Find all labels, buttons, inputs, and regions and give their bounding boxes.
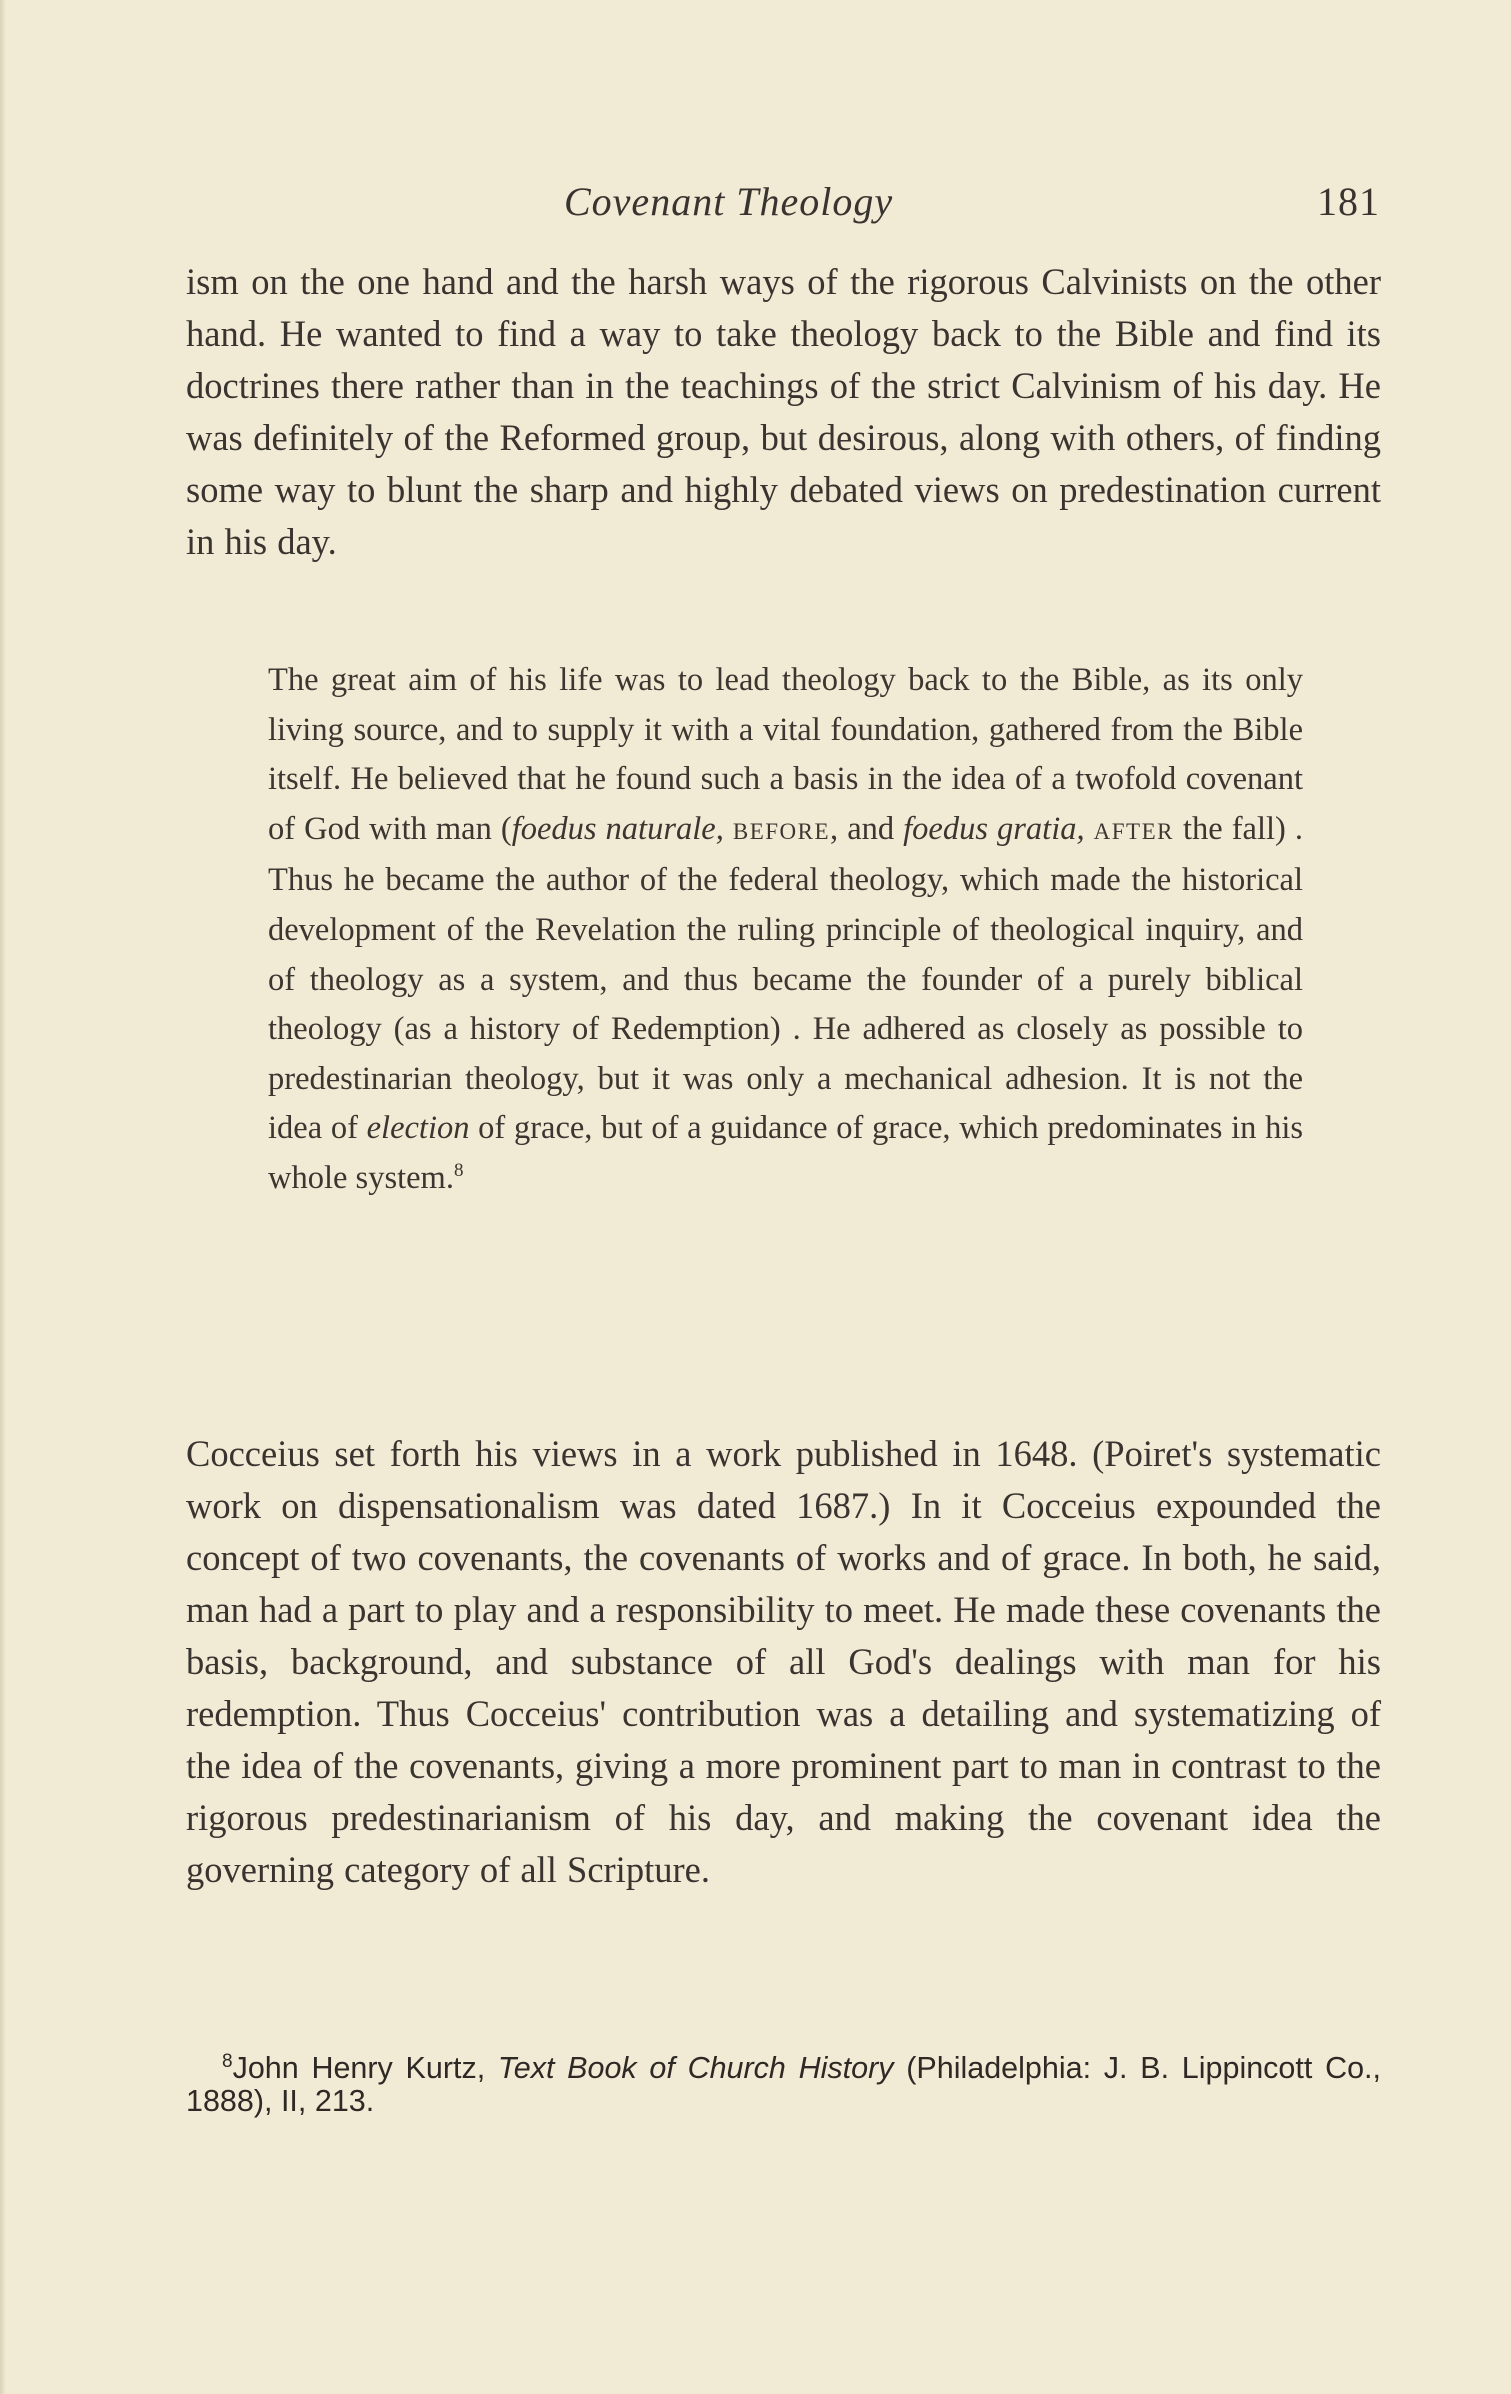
block-quote (268, 656, 1303, 1204)
quote-election: election (366, 1110, 470, 1147)
quote-text-2: , and (830, 810, 904, 847)
footnote (186, 2052, 1381, 2118)
page-number: 181 (1317, 179, 1380, 224)
paragraph-2: Cocceius set forth his views in a work published in 1648. (Poiret's systematic work on dispensationalism was dated 1687.) In it Cocceius expounded the concept of two covenants, the covenants of works and of grace. In both, he said, man had a part to play and a responsibility to meet. He made these covenants the basis, background, and substance of all God's dealings with man for his redemption. Thus Cocceius' contribution was a detailing and systematizing of the idea of the covenants, giving a more prominent part to man in contrast to the rigorous predestinarianism of his day, and making the covenant idea the governing category of all Scripture. (186, 1433, 1381, 1890)
footnote-number: 8 (222, 2051, 233, 2072)
running-title: Covenant Theology (564, 179, 894, 224)
quote-text-1: The great aim of his life was to lead theology back to the Bible, as its only living source, and to supply it with a vital foundation, gathered from the Bible itself. He believed that he found such a basis in the idea of a twofold covenant of God with man ( (268, 662, 1303, 847)
footnote-reference: 8 (453, 1159, 464, 1181)
page-edge (0, 0, 6, 2394)
quote-smallcaps-before: BEFORE (732, 818, 831, 844)
footnote-author: John Henry Kurtz, (232, 2051, 498, 2085)
quote-latin-foedus-naturale: foedus naturale, (511, 810, 724, 847)
footnote-book-title: Text Book of Church History (497, 2051, 894, 2085)
running-head (186, 178, 1380, 238)
quote-text-4: of grace, but of a guidance of grace, which predominates in his whole system. (268, 1110, 1304, 1196)
quote-smallcaps-after: AFTER (1093, 818, 1174, 844)
quote-latin-foedus-gratia: foedus gratia, (903, 810, 1085, 847)
footnote-publication: (Philadelphia: J. B. Lippincott Co., 1888), II, 213. (186, 2051, 1381, 2118)
quote-text-3: the fall) . Thus he became the author of the federal theology, which made the historical development of the Revelation the ruling principle of theological inquiry, and of theology as a system, and thus became the founder of a purely biblical theology (as a history of Redemption) . He adhered as closely as possible to predestinarian theology, but it was only a mechanical adhesion. It is not the idea of (268, 810, 1304, 1147)
paragraph-1: ism on the one hand and the harsh ways of the rigorous Calvinists on the other hand. He wanted to find a way to take theology back to the Bible and find its doctrines there rather than in the teachings of the strict Calvinism of his day. He was definitely of the Reformed group, but desirous, along with others, of finding some way to blunt the sharp and highly debated views on predestination current in his day. (186, 261, 1381, 562)
